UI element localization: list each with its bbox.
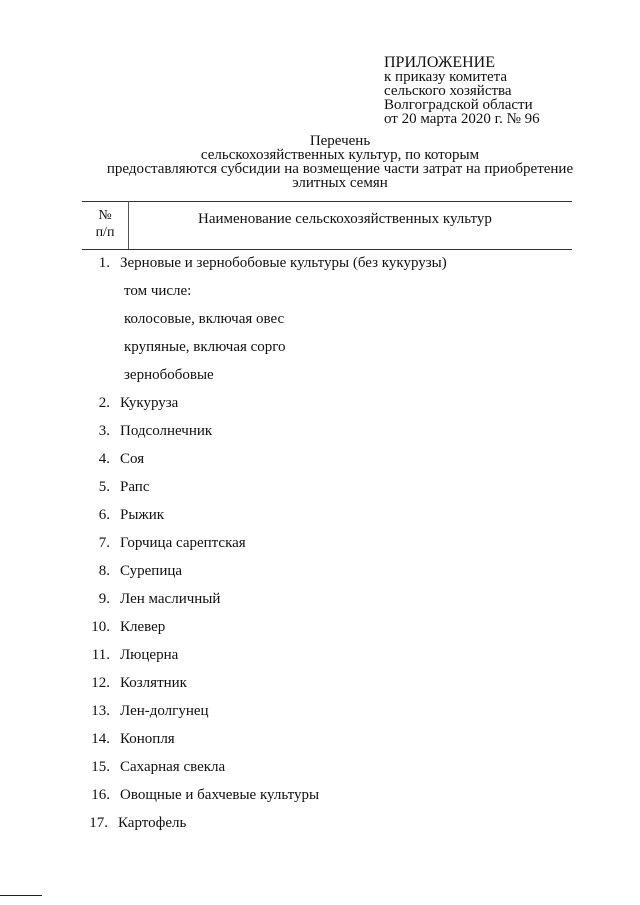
table-header-name: Наименование сельскохозяйственных культур xyxy=(198,211,492,227)
document-title xyxy=(90,134,590,190)
list-item xyxy=(88,255,447,272)
footer-rule xyxy=(0,895,42,896)
list-item xyxy=(88,451,144,468)
list-item xyxy=(88,647,178,664)
list-item xyxy=(88,395,178,412)
list-item xyxy=(88,423,212,440)
item-name: Лен-долгунец xyxy=(120,703,209,719)
list-item xyxy=(88,675,187,692)
item-number: 16. xyxy=(91,787,110,803)
item-name: Козлятник xyxy=(120,675,187,691)
title-line: предоставляются субсидии на возмещение части затрат на приобретение xyxy=(106,161,574,177)
appendix-block xyxy=(384,56,540,126)
item-number: 8. xyxy=(98,563,110,579)
item-name: Соя xyxy=(120,451,145,467)
item-number: 7. xyxy=(98,535,110,551)
item-number: 15. xyxy=(91,759,110,775)
list-item xyxy=(88,787,319,804)
title-line: сельскохозяйственных культур, по которым xyxy=(200,147,480,163)
item-number: 2. xyxy=(98,395,110,411)
appendix-line: от 20 марта 2020 г. № 96 xyxy=(384,111,540,127)
item-number: 3. xyxy=(98,423,110,439)
sub-item: зернобобовые xyxy=(124,367,214,383)
item-name: Овощные и бахчевые культуры xyxy=(120,787,320,803)
title-line: элитных семян xyxy=(292,175,388,191)
list-item xyxy=(86,815,186,832)
item-name: Картофель xyxy=(118,815,187,831)
item-name: Рыжик xyxy=(120,507,165,523)
item-name: Подсолнечник xyxy=(120,423,213,439)
item-number: 6. xyxy=(98,507,110,523)
sub-item: том числе: xyxy=(124,283,192,299)
item-number: 11. xyxy=(91,647,110,663)
item-name: Сахарная свекла xyxy=(120,759,226,775)
item-number: 9. xyxy=(98,591,110,607)
item-name: Клевер xyxy=(120,619,166,635)
list-item xyxy=(88,535,246,552)
item-name: Горчица сарептская xyxy=(120,535,246,551)
item-number: 12. xyxy=(91,675,110,691)
appendix-line: к приказу комитета xyxy=(384,69,508,85)
item-number: 1. xyxy=(98,255,110,271)
item-number: 4. xyxy=(98,451,110,467)
list-item xyxy=(88,759,225,776)
sub-item: крупяные, включая сорго xyxy=(124,339,286,355)
title-line: Перечень xyxy=(309,133,371,149)
list-item xyxy=(88,591,220,608)
item-name: Кукуруза xyxy=(120,395,179,411)
number-abbrev: п/п xyxy=(95,225,115,240)
table-column-divider xyxy=(128,201,129,249)
item-name: Зерновые и зернобобовые культуры (без кукурузы) xyxy=(120,255,447,271)
number-sign: № xyxy=(98,208,112,223)
table-top-rule xyxy=(82,201,572,202)
list-item xyxy=(88,507,164,524)
list-item xyxy=(88,703,209,720)
item-name: Рапс xyxy=(120,479,150,495)
item-name: Конопля xyxy=(120,731,175,747)
item-number: 5. xyxy=(98,479,110,495)
appendix-heading: ПРИЛОЖЕНИЕ xyxy=(384,54,496,71)
item-number: 10. xyxy=(91,619,110,635)
appendix-line: Волгоградской области xyxy=(384,97,533,113)
list-item xyxy=(88,619,165,636)
item-name: Сурепица xyxy=(120,563,183,579)
item-name: Люцерна xyxy=(120,647,179,663)
list-item xyxy=(88,479,150,496)
table-header-rule xyxy=(82,249,572,250)
table-header-number xyxy=(82,207,128,241)
item-number: 14. xyxy=(91,731,110,747)
appendix-line: сельского хозяйства xyxy=(384,83,512,99)
list-item xyxy=(88,563,182,580)
item-name: Лен масличный xyxy=(120,591,221,607)
sub-item: колосовые, включая овес xyxy=(124,311,285,327)
item-number: 13. xyxy=(91,703,110,719)
list-item xyxy=(88,731,175,748)
item-number: 17. xyxy=(89,815,108,831)
